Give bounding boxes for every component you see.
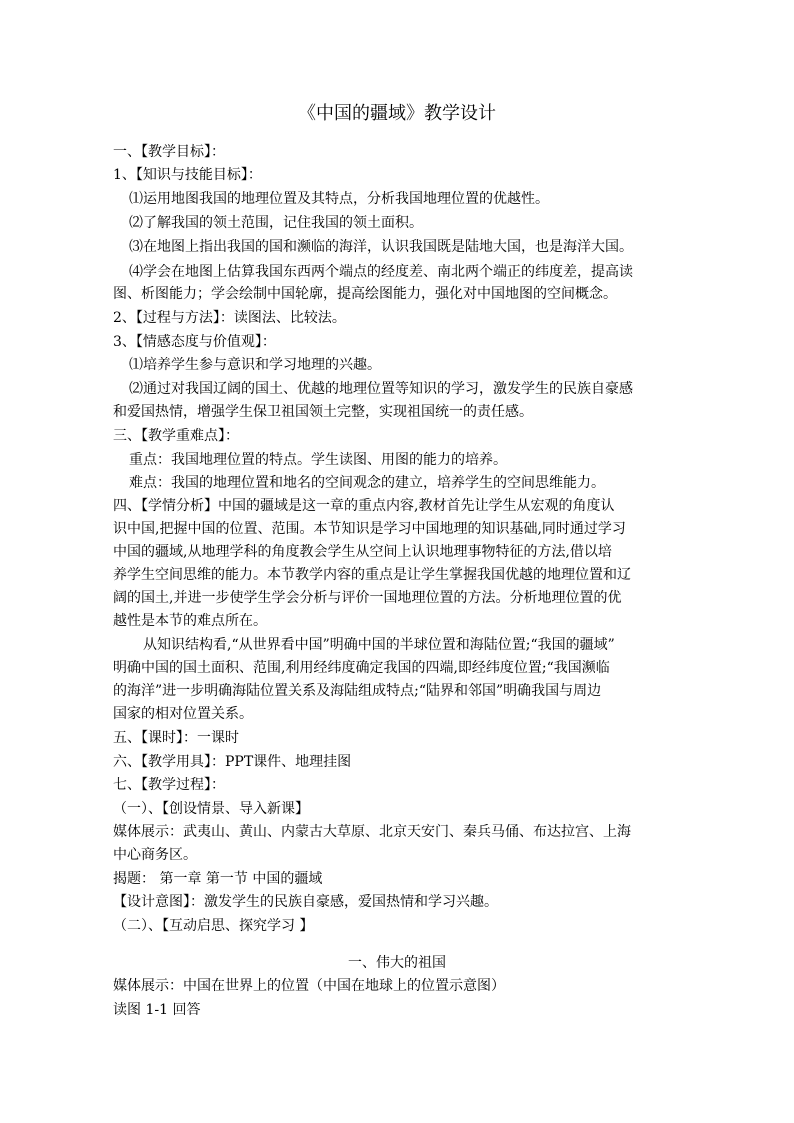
key-difficult-heading: 三、【教学重难点】： (113, 428, 239, 444)
knowledge-skill-heading: 1、【知识与技能目标】： (113, 167, 262, 183)
read-figure-instruction: 读图 1-1 回答 (113, 1002, 201, 1018)
objective-item-4-cont: 图、析图能力；学会绘制中国轮廓，提高绘图能力，强化对中国地图的空间概念。 (113, 286, 617, 302)
analysis-line-2: 识中国,把握中国的位置、范围。本节知识是学习中国地理的知识基础,同时通过学习 (113, 521, 626, 537)
analysis-line-3: 中国的疆域,从地理学科的角度教会学生从空间上认识地理事物特征的方法,借以培 (113, 544, 612, 560)
teaching-tools: 六、【教学用具】：PPT课件、地理挂图 (113, 754, 352, 770)
teaching-process-heading: 七、【教学过程】： (113, 777, 225, 793)
media-display-2: 媒体展示：中国在世界上的位置（中国在地球上的位置示意图） (113, 978, 505, 994)
media-display-1: 媒体展示：武夷山、黄山、内蒙古大草原、北京天安门、秦兵马俑、布达拉宫、上海 (113, 824, 631, 840)
objective-item-4: ⑷学会在地图上估算我国东西两个端点的经度差、南北两个端正的纬度差，提高读 (129, 264, 633, 280)
structure-line-2: 明确中国的国土面积、范围,利用经纬度确定我国的四端,即经纬度位置;“我国濒临 (113, 660, 610, 676)
emotion-item-1: ⑴培养学生参与意识和学习地理的兴趣。 (129, 357, 381, 373)
section-objectives-heading: 一、【教学目标】： (113, 144, 225, 160)
emotion-item-2: ⑵通过对我国辽阔的国土、优越的地理位置等知识的学习，激发学生的民族自豪感 (129, 381, 633, 397)
objective-item-3: ⑶在地图上指出我国的国和濒临的海洋，认识我国既是陆地大国，也是海洋大国。 (129, 239, 633, 255)
structure-line-3: 的海洋”进一步明确海陆位置关系及海陆组成特点;“陆界和邻国”明确我国与周边 (113, 683, 602, 699)
structure-line-1: 从知识结构看,“从世界看中国”明确中国的半球位置和海陆位置;“我国的疆域” (143, 637, 615, 653)
process-part-1-heading: （一）、【创设情景、导入新课】 (113, 801, 309, 817)
process-method-heading: 2、【过程与方法】：读图法、比较法。 (113, 310, 346, 326)
structure-line-4: 国家的相对位置关系。 (113, 706, 253, 722)
process-part-2-heading: （二）、【互动启思、探究学习 】 (113, 918, 314, 934)
design-intent: 【设计意图】：激发学生的民族自豪感，爱国热情和学习兴趣。 (113, 894, 498, 910)
emotion-item-2-cont: 和爱国热情，增强学生保卫祖国领土完整，实现祖国统一的责任感。 (113, 404, 533, 420)
media-display-1-cont: 中心商务区。 (113, 847, 197, 863)
objective-item-2: ⑵了解我国的领土范围，记住我国的领土面积。 (129, 215, 423, 231)
analysis-line-1: 四、【学情分析】中国的疆域是这一章的重点内容,教材首先让学生从宏观的角度认 (113, 498, 615, 514)
objective-item-1: ⑴运用地图我国的地理位置及其特点，分析我国地理位置的优越性。 (129, 191, 549, 207)
reveal-topic: 揭题： 第一章 第一节 中国的疆域 (113, 871, 323, 887)
analysis-line-6: 越性是本节的难点所在。 (113, 613, 267, 629)
document-title: 《中国的疆域》教学设计 (298, 103, 496, 124)
class-hours: 五、【课时】：一课时 (113, 730, 239, 746)
emotion-values-heading: 3、【情感态度与价值观】： (113, 334, 276, 350)
analysis-line-5: 阔的国土,并进一步使学生学会分析与评价一国地理位置的方法。分析地理位置的优 (113, 590, 622, 606)
analysis-line-4: 养学生空间思维的能力。本节教学内容的重点是让学生掌握我国优越的地理位置和辽 (113, 567, 631, 583)
subsection-great-motherland: 一、伟大的祖国 (348, 955, 446, 971)
difficult-point: 难点：我国的地理位置和地名的空间观念的建立，培养学生的空间思维能力。 (129, 475, 605, 491)
key-point: 重点：我国地理位置的特点。学生读图、用图的能力的培养。 (129, 452, 507, 468)
